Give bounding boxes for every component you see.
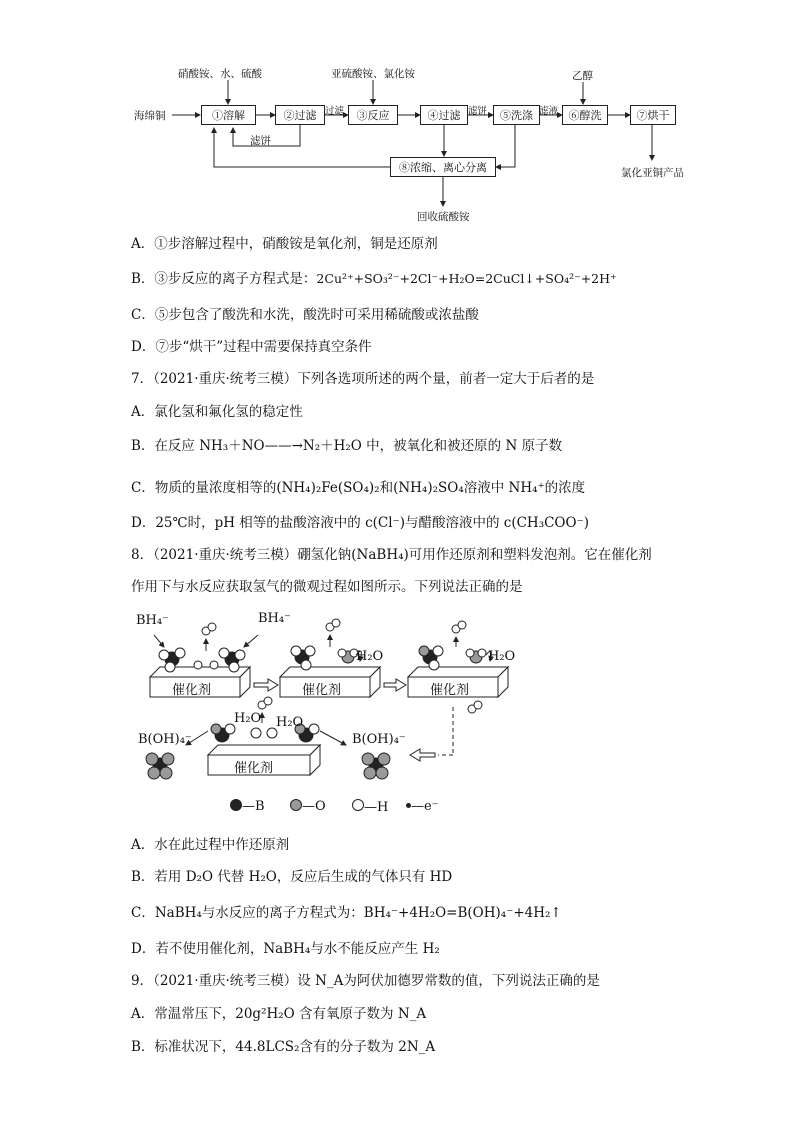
- mechanism-graphics: [130, 605, 530, 825]
- step-react: ③反应: [348, 105, 398, 125]
- q8-option-a: A．水在此过程中作还原剂: [131, 837, 290, 853]
- legend-boron-label: —B: [242, 799, 265, 814]
- q8-option-d: D．若不使用催化剂，NaBH₄与水不能反应产生 H₂: [131, 941, 440, 957]
- label-boh4-2: B(OH)₄⁻: [352, 732, 406, 747]
- q7-option-a: A．氯化氢和氟化氢的稳定性: [131, 404, 303, 420]
- label-h2o-1: H₂O: [356, 649, 384, 664]
- input-reagents-1: 硝酸铵、水、硫酸: [178, 68, 262, 80]
- q6-option-a: A．①步溶解过程中，硝酸铵是氧化剂，铜是还原剂: [131, 236, 438, 252]
- legend-oxygen-label: —O: [302, 799, 326, 814]
- label-h2o-3: H₂O: [234, 711, 262, 726]
- input-ethanol: 乙醇: [572, 70, 593, 82]
- catalyst-label-3: 催化剂: [430, 683, 470, 698]
- legend-hydrogen-label: —H: [364, 800, 389, 815]
- q6-option-b-prefix: B．③步反应的离子方程式是：: [131, 271, 317, 287]
- label-recycle-ammonium-sulfate: 回收硫酸铵: [417, 211, 470, 223]
- legend-boron-dot: [230, 799, 242, 811]
- q6-option-b-equation: 2Cu²⁺+SO₃²⁻+2Cl⁻+H₂O=2CuCl↓+SO₄²⁻+2H⁺: [316, 271, 617, 286]
- step-dissolve: ①溶解: [201, 105, 256, 125]
- legend-boron: [230, 799, 265, 814]
- label-filter-cake-return: 滤饼: [250, 135, 271, 147]
- legend-oxygen: [290, 799, 326, 814]
- q9-option-a: A．常温常压下，20g²H₂O 含有氧原子数为 N_A: [131, 1006, 427, 1022]
- q6-option-d: D．⑦步“烘干”过程中需要保持真空条件: [131, 339, 372, 355]
- legend-hydrogen: [352, 799, 388, 815]
- label-filtrate-2: 滤液: [539, 106, 559, 117]
- q8-option-b: B．若用 D₂O 代替 H₂O，反应后生成的气体只有 HD: [131, 869, 453, 885]
- step-alcohol-wash: ⑥醇洗: [562, 105, 608, 125]
- q9-stem: 9．（2021·重庆·统考三模）设 N_A为阿伏加德罗常数的值，下列说法正确的是: [131, 973, 600, 989]
- step-filter-1: ②过滤: [275, 105, 325, 125]
- step-wash: ⑤洗涤: [493, 105, 540, 125]
- catalyst-label-4: 催化剂: [234, 761, 274, 776]
- input-sponge-copper: 海绵铜: [134, 110, 166, 122]
- q6-option-b: [131, 270, 617, 288]
- q8-stem-line-2: 作用下与水反应获取氢气的微观过程如图所示。下列说法正确的是: [131, 579, 523, 595]
- q8-option-c: C．NaBH₄与水反应的离子方程式为：BH₄⁻+4H₂O=B(OH)₄⁻+4H₂↑: [131, 905, 562, 921]
- label-bh4-2: BH₄⁻: [258, 611, 291, 626]
- process-flowchart: [0, 0, 794, 225]
- label-filter-cake: 滤饼: [468, 106, 488, 117]
- step-dry: ⑦烘干: [630, 105, 676, 125]
- legend-oxygen-dot: [290, 799, 302, 811]
- label-product: 氯化亚铜产品: [621, 167, 684, 179]
- legend-electron-label: —e⁻: [411, 799, 439, 814]
- label-boh4-1: B(OH)₄⁻: [138, 732, 192, 747]
- mechanism-diagram: [130, 605, 530, 825]
- label-h2o-2: H₂O: [488, 649, 516, 664]
- q7-stem: 7．（2021·重庆·统考三模）下列各选项所述的两个量，前者一定大于后者的是: [131, 371, 595, 387]
- catalyst-label-2: 催化剂: [302, 683, 342, 698]
- q9-option-b: B．标准状况下，44.8LCS₂含有的分子数为 2N_A: [131, 1039, 436, 1055]
- q8-stem-line-1: 8．（2021·重庆·统考三模）硼氢化钠(NaBH₄)可用作还原剂和塑料发泡剂。它在催化剂: [131, 547, 652, 563]
- label-h2o-4: H₂O: [276, 715, 304, 730]
- step-concentrate: ⑧浓缩、离心分离: [390, 157, 496, 177]
- legend-hydrogen-dot: [352, 799, 364, 811]
- label-bh4-1: BH₄⁻: [136, 613, 169, 628]
- q7-option-c: C．物质的量浓度相等的(NH₄)₂Fe(SO₄)₂和(NH₄)₂SO₄溶液中 NH₄⁺的浓度: [131, 480, 586, 496]
- q6-option-c: C．⑤步包含了酸洗和水洗，酸洗时可采用稀硫酸或浓盐酸: [131, 307, 479, 323]
- step-filter-2: ④过滤: [420, 105, 468, 125]
- q7-option-b: B．在反应 NH₃＋NO——→N₂＋H₂O 中，被氧化和被还原的 N 原子数: [131, 438, 563, 454]
- label-filtrate-1: 过滤: [325, 106, 345, 117]
- legend-electron: [406, 799, 439, 814]
- catalyst-label-1: 催化剂: [172, 683, 212, 698]
- input-reagents-2: 亚硫酸铵、氯化铵: [331, 68, 415, 80]
- q7-option-d: D．25℃时，pH 相等的盐酸溶液中的 c(Cl⁻)与醋酸溶液中的 c(CH₃COO⁻): [131, 515, 589, 531]
